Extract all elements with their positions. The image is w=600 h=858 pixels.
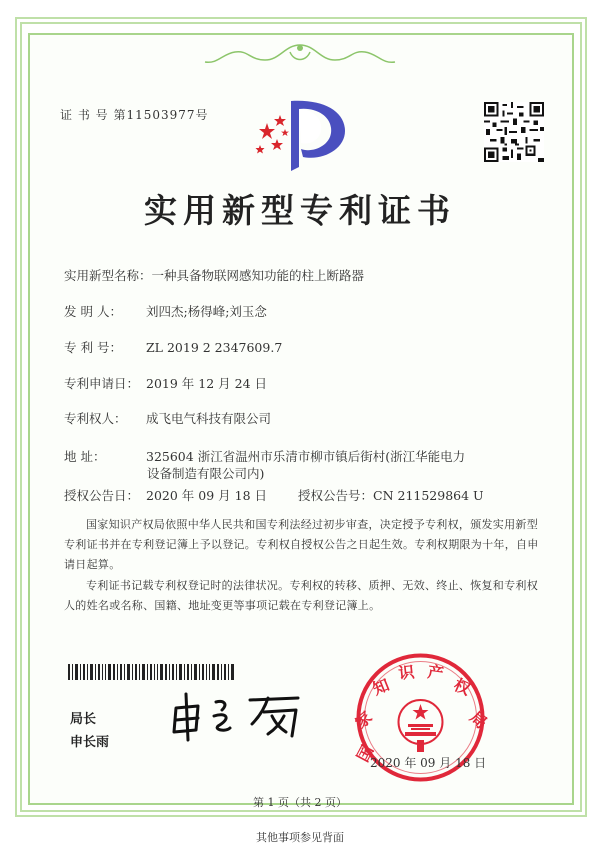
footer-note: 其他事项参见背面 xyxy=(256,831,344,844)
page-number: 第 1 页（共 2 页） xyxy=(253,796,347,809)
statement-paragraph-1: 国家知识产权局依照中华人民共和国专利法经过初步审查，决定授予专利权，颁发实用新型专利证书并在专利登记簿上予以登记。专利权自授权公告之日起生效。专利权期限为十年，自申请日起算。 xyxy=(64,518,539,571)
application-date-label: 专利申请日： xyxy=(64,376,140,391)
top-ornament xyxy=(190,40,410,70)
certificate-number: 证 书 号 第11503977号 xyxy=(60,108,209,122)
svg-text:权: 权 xyxy=(451,675,474,699)
patentee-row xyxy=(64,409,271,427)
statement-paragraph-2: 专利证书记载专利权登记时的法律状况。专利权的转移、质押、无效、终止、恢复和专利权人的姓名或名称、国籍、地址变更等事项记载在专利登记簿上。 xyxy=(64,579,538,612)
utility-name-row xyxy=(64,266,364,284)
svg-text:局: 局 xyxy=(466,707,491,733)
application-date-value: 2019 年 12 月 24 日 xyxy=(146,376,267,391)
address-value-line2: 设备制造有限公司内) xyxy=(147,466,265,481)
utility-name-label: 实用新型名称： xyxy=(64,268,152,283)
address-row xyxy=(64,447,465,465)
application-date-row xyxy=(64,374,267,392)
grant-number-value: CN 211529864 U xyxy=(373,488,484,503)
svg-text:国: 国 xyxy=(352,741,378,765)
handwritten-signature xyxy=(168,690,318,742)
address-label: 地 址： xyxy=(64,449,106,464)
grant-number-label: 授权公告号： xyxy=(298,488,374,503)
inventor-label: 发 明 人： xyxy=(64,304,122,319)
inventor-value: 刘四杰;杨得峰;刘玉念 xyxy=(146,304,267,319)
svg-text:识: 识 xyxy=(397,662,416,683)
director-name: 申长雨 xyxy=(70,735,110,750)
barcode xyxy=(68,664,236,680)
patent-logo xyxy=(247,95,357,175)
patent-number-row xyxy=(64,338,282,356)
address-value-line1: 325604 浙江省温州市乐清市柳市镇后街村(浙江华能电力 xyxy=(146,449,466,464)
patent-number-value: ZL 2019 2 2347609.7 xyxy=(146,340,283,355)
grant-number-row xyxy=(298,486,484,504)
grant-date-value: 2020 年 09 月 18 日 xyxy=(146,488,267,503)
svg-text:知: 知 xyxy=(369,675,392,699)
grant-date-label: 授权公告日： xyxy=(64,488,140,503)
inventor-row xyxy=(64,302,267,320)
grant-date-row xyxy=(64,486,267,504)
patentee-value: 成飞电气科技有限公司 xyxy=(146,411,272,426)
utility-name-value: 一种具备物联网感知功能的柱上断路器 xyxy=(151,268,365,283)
seal-date: 2020 年 09 月 18 日 xyxy=(370,756,487,770)
svg-text:家: 家 xyxy=(351,707,376,733)
svg-text:产: 产 xyxy=(426,662,446,684)
patent-number-label: 专 利 号： xyxy=(64,340,122,355)
patentee-label: 专利权人： xyxy=(64,411,127,426)
director-title: 局长 xyxy=(70,712,97,727)
certificate-title: 实用新型专利证书 xyxy=(144,191,456,230)
qr-code xyxy=(484,102,544,162)
